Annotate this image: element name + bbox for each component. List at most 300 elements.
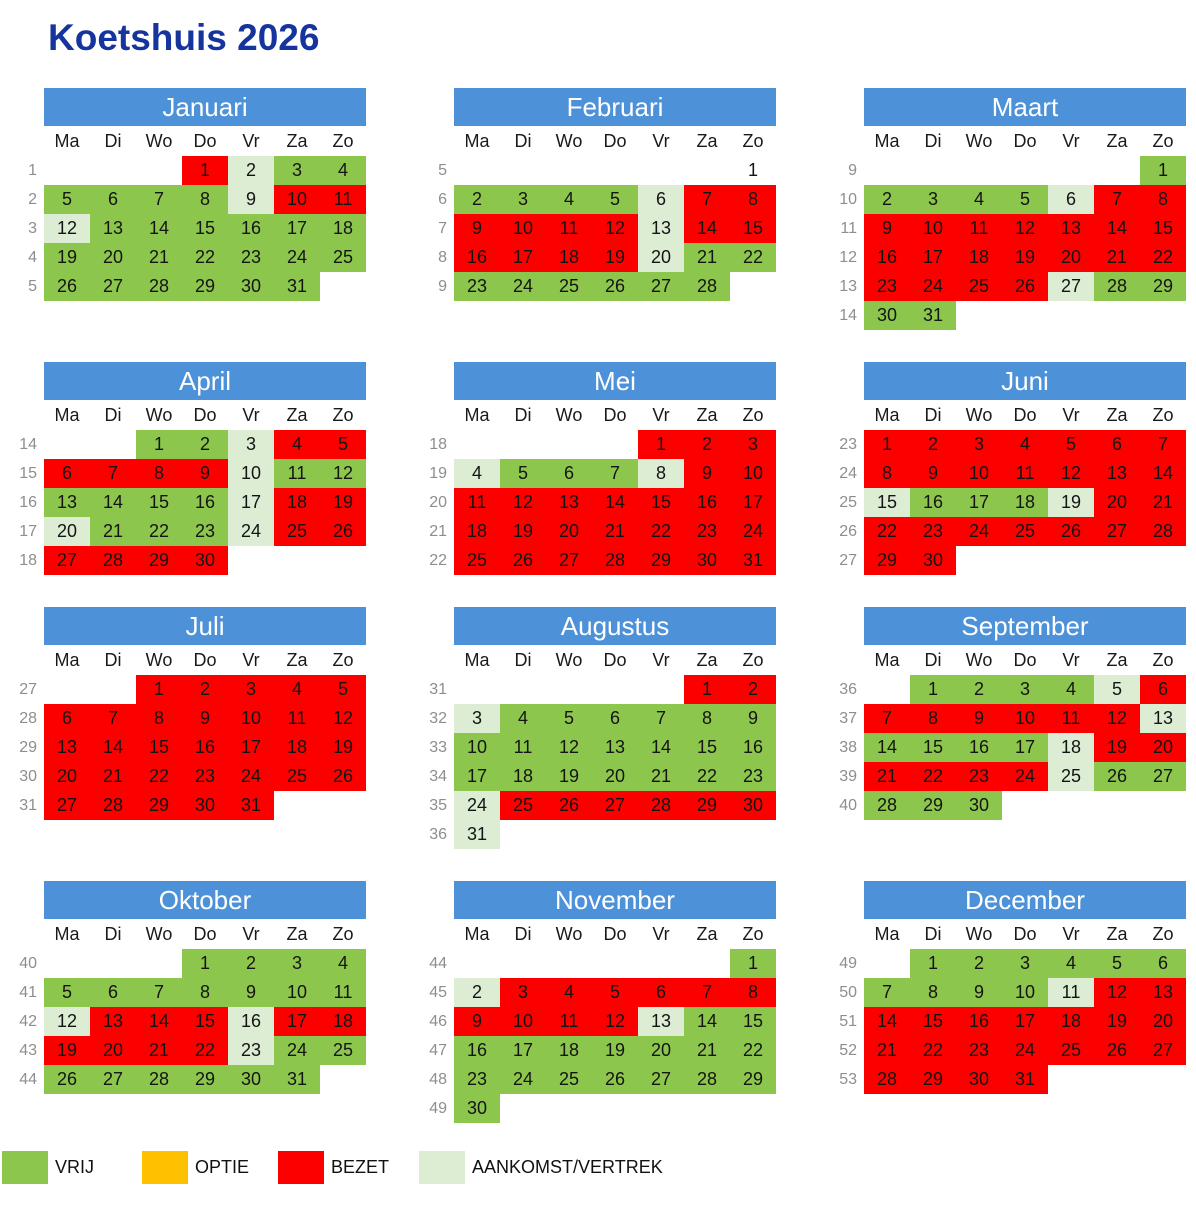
month-title: Oktober xyxy=(44,881,366,919)
day-cell: 7 xyxy=(684,185,730,214)
day-cell: 20 xyxy=(1048,243,1094,272)
week-number: 50 xyxy=(839,983,857,1001)
day-of-week-label: Zo xyxy=(1152,130,1174,151)
week-number: 49 xyxy=(429,1099,447,1117)
day-of-week-label: Vr xyxy=(242,923,260,944)
day-cell: 2 xyxy=(228,156,274,185)
week-number: 34 xyxy=(429,767,447,785)
day-cell: 15 xyxy=(136,488,182,517)
day-of-week-label: Di xyxy=(514,130,532,151)
day-cell: 24 xyxy=(956,517,1002,546)
day-of-week-label: Di xyxy=(104,404,122,425)
day-cell: 20 xyxy=(592,762,638,791)
day-cell: 26 xyxy=(500,546,546,575)
day-of-week-label: Do xyxy=(193,923,217,944)
day-of-week-label: Do xyxy=(193,649,217,670)
week-number: 13 xyxy=(839,277,857,295)
day-cell: 16 xyxy=(910,488,956,517)
day-cell: 19 xyxy=(320,733,366,762)
day-cell: 30 xyxy=(684,546,730,575)
day-of-week-label: Za xyxy=(1106,923,1128,944)
day-cell: 28 xyxy=(136,1065,182,1094)
day-cell: 31 xyxy=(454,820,500,849)
day-of-week-label: Wo xyxy=(965,130,993,151)
day-cell: 15 xyxy=(864,488,910,517)
day-cell: 10 xyxy=(500,1007,546,1036)
day-cell: 30 xyxy=(454,1094,500,1123)
day-cell: 30 xyxy=(228,1065,274,1094)
day-cell: 15 xyxy=(1140,214,1186,243)
day-cell: 8 xyxy=(182,185,228,214)
day-cell: 31 xyxy=(228,791,274,820)
day-cell: 23 xyxy=(956,1036,1002,1065)
day-cell: 12 xyxy=(546,733,592,762)
month-title: Juni xyxy=(864,362,1186,400)
day-cell: 19 xyxy=(592,1036,638,1065)
day-cell: 19 xyxy=(44,243,90,272)
day-cell: 29 xyxy=(182,272,228,301)
day-cell: 8 xyxy=(638,459,684,488)
day-cell: 4 xyxy=(546,978,592,1007)
day-of-week-label: Vr xyxy=(652,923,670,944)
day-cell: 16 xyxy=(684,488,730,517)
day-cell: 3 xyxy=(228,675,274,704)
day-cell: 23 xyxy=(730,762,776,791)
day-cell: 2 xyxy=(730,675,776,704)
day-cell: 10 xyxy=(274,978,320,1007)
week-number: 2 xyxy=(28,190,37,208)
month-title: Mei xyxy=(454,362,776,400)
day-cell: 23 xyxy=(910,517,956,546)
day-of-week-label: Za xyxy=(696,923,718,944)
week-number: 47 xyxy=(429,1041,447,1059)
day-cell: 22 xyxy=(182,1036,228,1065)
day-of-week-label: Wo xyxy=(965,404,993,425)
week-number: 40 xyxy=(19,954,37,972)
day-cell: 27 xyxy=(1048,272,1094,301)
day-cell: 27 xyxy=(546,546,592,575)
day-cell: 10 xyxy=(228,704,274,733)
day-cell: 11 xyxy=(274,704,320,733)
day-cell: 14 xyxy=(864,1007,910,1036)
day-cell: 12 xyxy=(44,1007,90,1036)
day-of-week-label: Do xyxy=(1013,404,1037,425)
month-januari xyxy=(18,88,366,301)
day-cell: 9 xyxy=(684,459,730,488)
day-cell: 15 xyxy=(182,214,228,243)
day-of-week-label: Ma xyxy=(54,130,80,151)
day-of-week-label: Vr xyxy=(652,130,670,151)
day-cell: 29 xyxy=(684,791,730,820)
day-of-week-label: Za xyxy=(696,404,718,425)
day-cell: 28 xyxy=(864,1065,910,1094)
day-of-week-label: Do xyxy=(1013,923,1037,944)
day-cell: 5 xyxy=(1048,430,1094,459)
day-cell: 11 xyxy=(1002,459,1048,488)
day-cell: 21 xyxy=(90,762,136,791)
month-title: Februari xyxy=(454,88,776,126)
day-cell: 25 xyxy=(546,1065,592,1094)
month-november xyxy=(428,881,776,1123)
day-cell: 2 xyxy=(182,430,228,459)
day-cell: 18 xyxy=(1002,488,1048,517)
day-cell: 12 xyxy=(500,488,546,517)
day-cell: 3 xyxy=(910,185,956,214)
day-cell: 25 xyxy=(1048,1036,1094,1065)
day-cell: 4 xyxy=(274,430,320,459)
day-cell: 1 xyxy=(136,430,182,459)
week-number: 19 xyxy=(429,464,447,482)
day-of-week-label: Do xyxy=(603,649,627,670)
day-of-week-label: Di xyxy=(924,923,942,944)
day-cell: 26 xyxy=(1094,1036,1140,1065)
day-cell: 23 xyxy=(684,517,730,546)
week-number: 49 xyxy=(839,954,857,972)
day-cell: 1 xyxy=(136,675,182,704)
month-oktober xyxy=(18,881,366,1094)
day-cell: 7 xyxy=(136,978,182,1007)
day-cell: 12 xyxy=(1094,978,1140,1007)
day-cell: 4 xyxy=(1002,430,1048,459)
day-cell: 25 xyxy=(274,762,320,791)
day-cell: 26 xyxy=(592,272,638,301)
day-cell: 19 xyxy=(44,1036,90,1065)
day-of-week-label: Wo xyxy=(555,404,583,425)
day-of-week-label: Za xyxy=(286,130,308,151)
day-cell: 28 xyxy=(592,546,638,575)
day-cell: 1 xyxy=(638,430,684,459)
day-cell: 27 xyxy=(1094,517,1140,546)
week-number: 43 xyxy=(19,1041,37,1059)
day-of-week-label: Vr xyxy=(1062,130,1080,151)
day-of-week-label: Vr xyxy=(1062,649,1080,670)
day-cell: 2 xyxy=(684,430,730,459)
day-cell: 1 xyxy=(1140,156,1186,185)
day-cell: 24 xyxy=(454,791,500,820)
day-cell: 28 xyxy=(1094,272,1140,301)
day-cell: 11 xyxy=(546,214,592,243)
day-cell: 1 xyxy=(910,949,956,978)
day-cell: 17 xyxy=(956,488,1002,517)
day-cell: 8 xyxy=(730,978,776,1007)
week-number: 24 xyxy=(839,464,857,482)
week-number: 18 xyxy=(429,435,447,453)
day-cell: 14 xyxy=(592,488,638,517)
day-of-week-label: Zo xyxy=(742,130,764,151)
week-number: 26 xyxy=(839,522,857,540)
week-number: 36 xyxy=(839,680,857,698)
day-cell: 8 xyxy=(864,459,910,488)
day-cell: 1 xyxy=(864,430,910,459)
day-cell: 4 xyxy=(454,459,500,488)
day-cell: 5 xyxy=(1094,949,1140,978)
day-cell: 21 xyxy=(684,1036,730,1065)
day-of-week-label: Zo xyxy=(1152,404,1174,425)
week-number: 14 xyxy=(19,435,37,453)
month-augustus xyxy=(428,607,776,849)
week-number: 7 xyxy=(438,219,447,237)
week-number: 29 xyxy=(19,738,37,756)
week-number: 9 xyxy=(848,161,857,179)
day-cell: 14 xyxy=(684,1007,730,1036)
day-cell: 18 xyxy=(1048,733,1094,762)
day-cell: 11 xyxy=(546,1007,592,1036)
day-cell: 6 xyxy=(90,978,136,1007)
day-cell: 6 xyxy=(1094,430,1140,459)
day-cell: 9 xyxy=(730,704,776,733)
day-cell: 13 xyxy=(44,733,90,762)
day-cell: 8 xyxy=(182,978,228,1007)
day-cell: 18 xyxy=(546,243,592,272)
day-cell: 12 xyxy=(320,704,366,733)
week-number: 51 xyxy=(839,1012,857,1030)
day-cell: 20 xyxy=(1140,1007,1186,1036)
day-cell: 4 xyxy=(956,185,1002,214)
day-cell: 24 xyxy=(274,243,320,272)
day-cell: 22 xyxy=(684,762,730,791)
day-of-week-label: Za xyxy=(696,649,718,670)
day-cell: 30 xyxy=(730,791,776,820)
day-cell: 17 xyxy=(228,733,274,762)
day-cell: 21 xyxy=(864,762,910,791)
day-of-week-label: Di xyxy=(514,649,532,670)
day-cell: 25 xyxy=(274,517,320,546)
day-cell: 13 xyxy=(592,733,638,762)
day-cell: 29 xyxy=(182,1065,228,1094)
day-cell: 19 xyxy=(500,517,546,546)
day-of-week-label: Do xyxy=(1013,130,1037,151)
day-cell: 3 xyxy=(500,978,546,1007)
day-cell: 7 xyxy=(1140,430,1186,459)
day-cell: 26 xyxy=(1094,762,1140,791)
day-cell: 28 xyxy=(864,791,910,820)
day-of-week-label: Zo xyxy=(742,404,764,425)
day-cell: 23 xyxy=(454,272,500,301)
day-cell: 25 xyxy=(1048,762,1094,791)
week-number: 42 xyxy=(19,1012,37,1030)
day-cell: 3 xyxy=(454,704,500,733)
month-december xyxy=(838,881,1186,1094)
day-of-week-label: Do xyxy=(1013,649,1037,670)
day-cell: 12 xyxy=(320,459,366,488)
day-cell: 29 xyxy=(910,1065,956,1094)
day-cell: 4 xyxy=(320,949,366,978)
day-cell: 3 xyxy=(730,430,776,459)
day-cell: 14 xyxy=(136,1007,182,1036)
day-cell: 27 xyxy=(1140,1036,1186,1065)
week-number: 20 xyxy=(429,493,447,511)
month-februari xyxy=(428,88,776,301)
day-of-week-label: Di xyxy=(924,404,942,425)
day-cell: 11 xyxy=(1048,978,1094,1007)
day-cell: 9 xyxy=(454,214,500,243)
day-of-week-label: Do xyxy=(193,130,217,151)
day-cell: 15 xyxy=(910,1007,956,1036)
day-cell: 29 xyxy=(864,546,910,575)
day-cell: 7 xyxy=(592,459,638,488)
day-cell: 26 xyxy=(44,272,90,301)
day-cell: 20 xyxy=(44,762,90,791)
day-cell: 7 xyxy=(136,185,182,214)
legend xyxy=(2,1151,1196,1184)
legend-item-aankomst-vertrek xyxy=(419,1151,663,1184)
day-cell: 23 xyxy=(228,1036,274,1065)
day-cell: 11 xyxy=(274,459,320,488)
day-cell: 17 xyxy=(730,488,776,517)
day-cell: 23 xyxy=(182,762,228,791)
day-of-week-label: Zo xyxy=(742,923,764,944)
day-cell: 17 xyxy=(910,243,956,272)
month-april xyxy=(18,362,366,575)
day-cell: 4 xyxy=(1048,675,1094,704)
week-number: 31 xyxy=(19,796,37,814)
day-cell: 30 xyxy=(864,301,910,330)
day-of-week-label: Di xyxy=(924,649,942,670)
week-number: 5 xyxy=(438,161,447,179)
day-cell: 18 xyxy=(274,488,320,517)
day-cell: 20 xyxy=(546,517,592,546)
legend-item-optie xyxy=(142,1151,278,1184)
day-cell: 31 xyxy=(274,272,320,301)
day-cell: 5 xyxy=(592,978,638,1007)
day-cell: 22 xyxy=(730,243,776,272)
day-cell: 8 xyxy=(684,704,730,733)
day-cell: 29 xyxy=(730,1065,776,1094)
day-cell: 22 xyxy=(910,1036,956,1065)
legend-item-vrij xyxy=(2,1151,142,1184)
week-number: 3 xyxy=(28,219,37,237)
day-cell: 11 xyxy=(320,185,366,214)
week-number: 1 xyxy=(28,161,37,179)
week-number: 8 xyxy=(438,248,447,266)
week-number: 45 xyxy=(429,983,447,1001)
day-cell: 12 xyxy=(1002,214,1048,243)
day-cell: 1 xyxy=(182,949,228,978)
week-number: 52 xyxy=(839,1041,857,1059)
day-cell: 9 xyxy=(182,459,228,488)
day-cell: 3 xyxy=(956,430,1002,459)
day-cell: 9 xyxy=(956,704,1002,733)
day-cell: 22 xyxy=(864,517,910,546)
months-grid xyxy=(0,88,1196,1123)
day-cell: 15 xyxy=(730,214,776,243)
day-cell: 6 xyxy=(1140,949,1186,978)
day-cell: 18 xyxy=(320,214,366,243)
day-cell: 9 xyxy=(956,978,1002,1007)
day-cell: 22 xyxy=(730,1036,776,1065)
day-cell: 16 xyxy=(182,488,228,517)
month-title: Maart xyxy=(864,88,1186,126)
day-of-week-label: Di xyxy=(104,923,122,944)
day-of-week-label: Zo xyxy=(332,130,354,151)
day-cell: 8 xyxy=(910,978,956,1007)
day-cell: 10 xyxy=(274,185,320,214)
day-cell: 30 xyxy=(956,1065,1002,1094)
day-cell: 9 xyxy=(864,214,910,243)
day-of-week-label: Di xyxy=(924,130,942,151)
day-cell: 8 xyxy=(136,704,182,733)
day-of-week-label: Di xyxy=(514,404,532,425)
day-of-week-label: Vr xyxy=(1062,923,1080,944)
day-cell: 5 xyxy=(1094,675,1140,704)
day-of-week-label: Vr xyxy=(1062,404,1080,425)
day-cell: 21 xyxy=(1094,243,1140,272)
day-cell: 18 xyxy=(454,517,500,546)
day-cell: 30 xyxy=(910,546,956,575)
day-of-week-label: Ma xyxy=(874,649,900,670)
week-number: 5 xyxy=(28,277,37,295)
week-number: 15 xyxy=(19,464,37,482)
day-cell: 16 xyxy=(454,1036,500,1065)
day-cell: 16 xyxy=(864,243,910,272)
day-cell: 30 xyxy=(182,791,228,820)
month-title: November xyxy=(454,881,776,919)
day-cell: 25 xyxy=(454,546,500,575)
day-cell: 8 xyxy=(1140,185,1186,214)
day-cell: 12 xyxy=(592,214,638,243)
day-of-week-label: Ma xyxy=(464,923,490,944)
day-cell: 24 xyxy=(910,272,956,301)
day-cell: 18 xyxy=(546,1036,592,1065)
day-cell: 1 xyxy=(730,156,776,185)
day-cell: 11 xyxy=(454,488,500,517)
day-cell: 18 xyxy=(274,733,320,762)
day-cell: 25 xyxy=(320,243,366,272)
day-cell: 3 xyxy=(1002,949,1048,978)
day-cell: 24 xyxy=(228,762,274,791)
day-cell: 26 xyxy=(1048,517,1094,546)
day-cell: 28 xyxy=(684,272,730,301)
day-cell: 13 xyxy=(90,214,136,243)
week-number: 53 xyxy=(839,1070,857,1088)
legend-item-bezet xyxy=(278,1151,419,1184)
day-cell: 18 xyxy=(1048,1007,1094,1036)
day-of-week-label: Zo xyxy=(332,923,354,944)
aankomst-vertrek-color-swatch xyxy=(419,1151,465,1184)
day-of-week-label: Do xyxy=(603,404,627,425)
day-cell: 9 xyxy=(228,185,274,214)
month-title: Augustus xyxy=(454,607,776,645)
day-cell: 2 xyxy=(228,949,274,978)
day-cell: 5 xyxy=(546,704,592,733)
week-number: 21 xyxy=(429,522,447,540)
day-cell: 20 xyxy=(44,517,90,546)
day-cell: 19 xyxy=(1048,488,1094,517)
week-number: 25 xyxy=(839,493,857,511)
day-cell: 1 xyxy=(182,156,228,185)
legend-label-bezet: BEZET xyxy=(331,1157,390,1178)
day-cell: 21 xyxy=(136,1036,182,1065)
week-number: 40 xyxy=(839,796,857,814)
day-cell: 25 xyxy=(500,791,546,820)
day-cell: 18 xyxy=(320,1007,366,1036)
day-cell: 31 xyxy=(910,301,956,330)
day-cell: 19 xyxy=(592,243,638,272)
week-number: 11 xyxy=(840,219,857,237)
day-of-week-label: Vr xyxy=(652,404,670,425)
day-of-week-label: Vr xyxy=(242,649,260,670)
day-cell: 21 xyxy=(1140,488,1186,517)
day-cell: 4 xyxy=(274,675,320,704)
day-cell: 27 xyxy=(44,791,90,820)
day-cell: 10 xyxy=(956,459,1002,488)
day-cell: 15 xyxy=(684,733,730,762)
day-cell: 29 xyxy=(910,791,956,820)
day-cell: 10 xyxy=(1002,978,1048,1007)
day-cell: 27 xyxy=(592,791,638,820)
day-cell: 22 xyxy=(1140,243,1186,272)
day-of-week-label: Zo xyxy=(1152,923,1174,944)
